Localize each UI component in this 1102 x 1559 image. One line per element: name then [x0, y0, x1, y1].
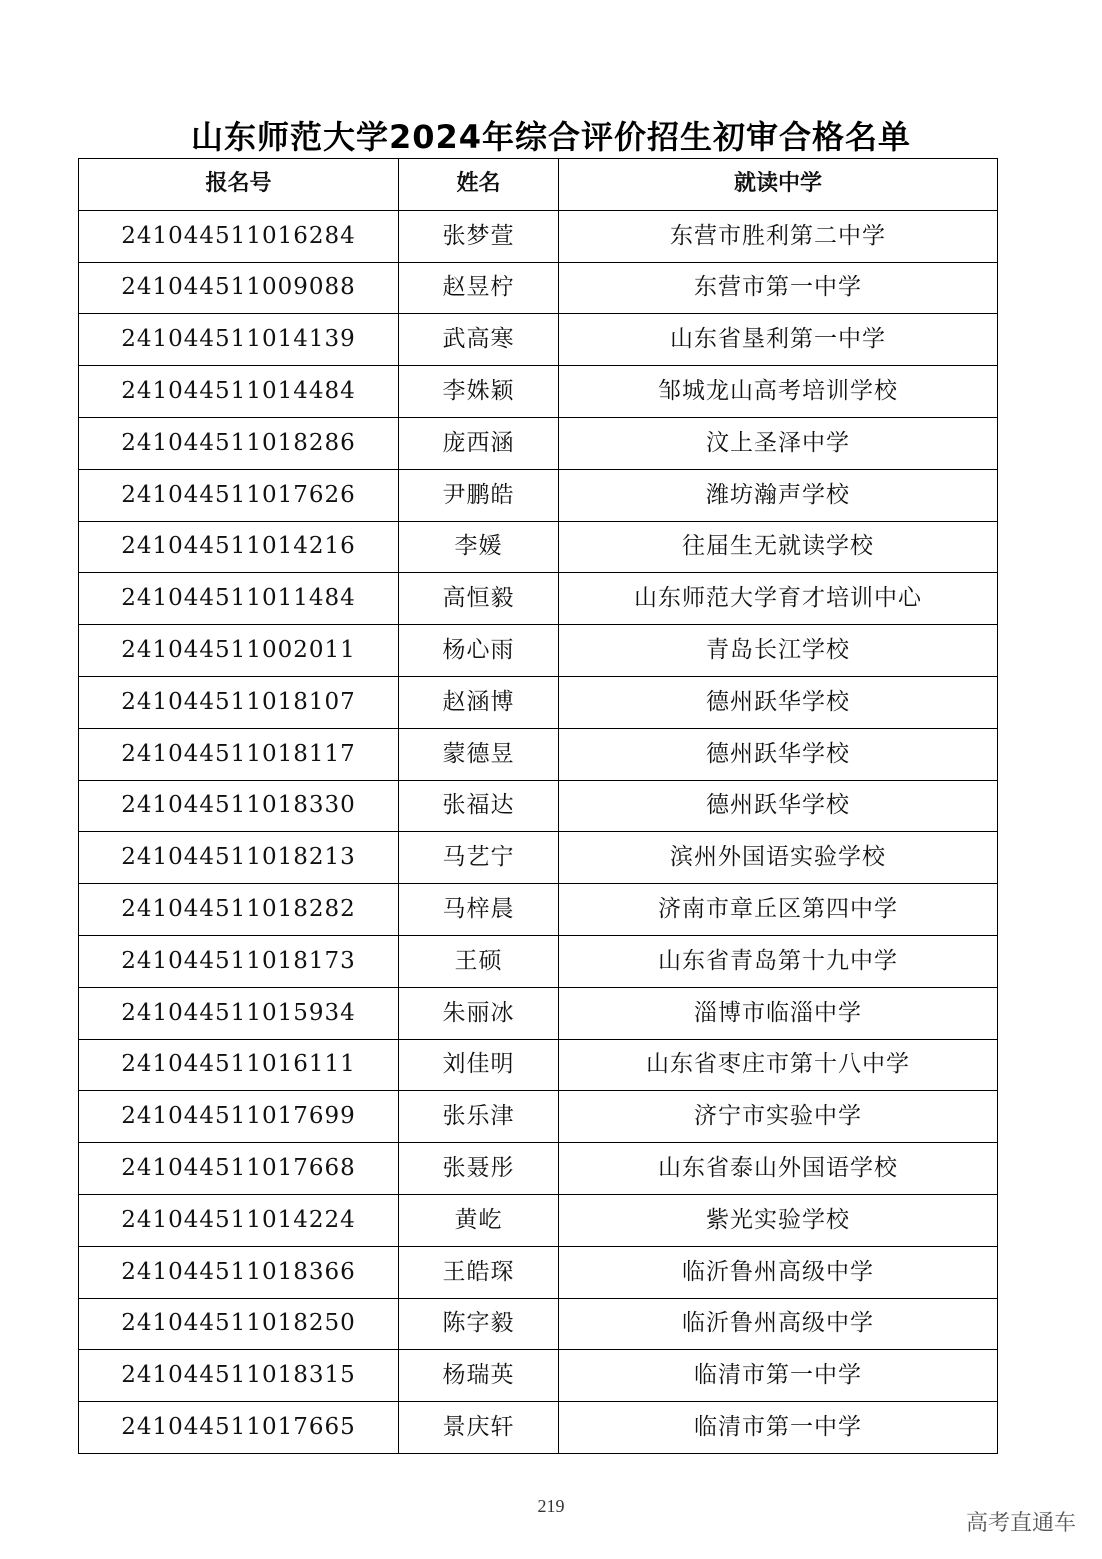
cell-school: 滨州外国语实验学校 — [559, 832, 998, 884]
table-row — [79, 728, 998, 780]
table-row — [79, 780, 998, 832]
cell-student-name: 陈字毅 — [399, 1298, 559, 1350]
cell-school: 青岛长江学校 — [559, 625, 998, 677]
header-registration-number: 报名号 — [79, 159, 399, 211]
cell-registration-number: 241044511018117 — [79, 728, 399, 780]
cell-student-name: 赵涵博 — [399, 676, 559, 728]
table-row — [79, 1091, 998, 1143]
table-row — [79, 884, 998, 936]
cell-student-name: 马梓晨 — [399, 884, 559, 936]
cell-student-name: 张梦萱 — [399, 210, 559, 262]
page-title: 山东师范大学2024年综合评价招生初审合格名单 — [190, 118, 912, 156]
table-row — [79, 1298, 998, 1350]
table-row — [79, 573, 998, 625]
cell-registration-number: 241044511016284 — [79, 210, 399, 262]
cell-school: 山东省泰山外国语学校 — [559, 1143, 998, 1195]
cell-student-name: 李媛 — [399, 521, 559, 573]
cell-registration-number: 241044511015934 — [79, 987, 399, 1039]
cell-school: 德州跃华学校 — [559, 728, 998, 780]
cell-school: 汶上圣泽中学 — [559, 417, 998, 469]
cell-registration-number: 241044511014216 — [79, 521, 399, 573]
cell-school: 德州跃华学校 — [559, 676, 998, 728]
cell-student-name: 高恒毅 — [399, 573, 559, 625]
cell-registration-number: 241044511014224 — [79, 1194, 399, 1246]
cell-school: 临清市第一中学 — [559, 1350, 998, 1402]
cell-student-name: 蒙德昱 — [399, 728, 559, 780]
cell-registration-number: 241044511018282 — [79, 884, 399, 936]
cell-school: 淄博市临淄中学 — [559, 987, 998, 1039]
cell-school: 临沂鲁州高级中学 — [559, 1298, 998, 1350]
cell-student-name: 庞西涵 — [399, 417, 559, 469]
table-body — [79, 210, 998, 1453]
table-row — [79, 832, 998, 884]
cell-school: 济南市章丘区第四中学 — [559, 884, 998, 936]
cell-school: 山东师范大学育才培训中心 — [559, 573, 998, 625]
table-row — [79, 417, 998, 469]
table-row — [79, 1402, 998, 1454]
table-row — [79, 1194, 998, 1246]
cell-school: 紫光实验学校 — [559, 1194, 998, 1246]
cell-school: 临清市第一中学 — [559, 1402, 998, 1454]
table-row — [79, 1350, 998, 1402]
cell-student-name: 黄屹 — [399, 1194, 559, 1246]
table-row — [79, 676, 998, 728]
cell-student-name: 张乐津 — [399, 1091, 559, 1143]
table-row — [79, 1143, 998, 1195]
page-number: 219 — [537, 1496, 565, 1516]
cell-student-name: 李姝颖 — [399, 366, 559, 418]
cell-student-name: 武高寒 — [399, 314, 559, 366]
table-row — [79, 625, 998, 677]
cell-registration-number: 241044511018315 — [79, 1350, 399, 1402]
cell-registration-number: 241044511017626 — [79, 469, 399, 521]
cell-student-name: 赵昱柠 — [399, 262, 559, 314]
cell-student-name: 刘佳明 — [399, 1039, 559, 1091]
cell-student-name: 朱丽冰 — [399, 987, 559, 1039]
cell-registration-number: 241044511018213 — [79, 832, 399, 884]
cell-registration-number: 241044511018366 — [79, 1246, 399, 1298]
cell-registration-number: 241044511011484 — [79, 573, 399, 625]
table-row — [79, 469, 998, 521]
table-row — [79, 366, 998, 418]
table-row — [79, 314, 998, 366]
table-row — [79, 987, 998, 1039]
cell-student-name: 张聂彤 — [399, 1143, 559, 1195]
table-row — [79, 1039, 998, 1091]
table-row — [79, 262, 998, 314]
cell-school: 临沂鲁州高级中学 — [559, 1246, 998, 1298]
cell-school: 东营市第一中学 — [559, 262, 998, 314]
cell-student-name: 景庆轩 — [399, 1402, 559, 1454]
cell-student-name: 马艺宁 — [399, 832, 559, 884]
cell-registration-number: 241044511018173 — [79, 935, 399, 987]
cell-registration-number: 241044511018107 — [79, 676, 399, 728]
table-row — [79, 935, 998, 987]
cell-registration-number: 241044511002011 — [79, 625, 399, 677]
cell-school: 山东省垦利第一中学 — [559, 314, 998, 366]
cell-school: 德州跃华学校 — [559, 780, 998, 832]
table-row — [79, 1246, 998, 1298]
cell-school: 往届生无就读学校 — [559, 521, 998, 573]
cell-registration-number: 241044511018250 — [79, 1298, 399, 1350]
cell-registration-number: 241044511018286 — [79, 417, 399, 469]
cell-school: 邹城龙山高考培训学校 — [559, 366, 998, 418]
cell-registration-number: 241044511014139 — [79, 314, 399, 366]
cell-student-name: 杨瑞英 — [399, 1350, 559, 1402]
cell-registration-number: 241044511016111 — [79, 1039, 399, 1091]
cell-student-name: 尹鹏皓 — [399, 469, 559, 521]
cell-school: 山东省枣庄市第十八中学 — [559, 1039, 998, 1091]
table-row — [79, 210, 998, 262]
cell-registration-number: 241044511009088 — [79, 262, 399, 314]
cell-school: 山东省青岛第十九中学 — [559, 935, 998, 987]
cell-registration-number: 241044511017668 — [79, 1143, 399, 1195]
cell-registration-number: 241044511018330 — [79, 780, 399, 832]
admission-list-table — [78, 158, 998, 1454]
cell-school: 潍坊瀚声学校 — [559, 469, 998, 521]
cell-registration-number: 241044511017699 — [79, 1091, 399, 1143]
cell-registration-number: 241044511014484 — [79, 366, 399, 418]
cell-student-name: 王皓琛 — [399, 1246, 559, 1298]
header-school: 就读中学 — [559, 159, 998, 211]
cell-student-name: 王硕 — [399, 935, 559, 987]
cell-school: 东营市胜利第二中学 — [559, 210, 998, 262]
cell-registration-number: 241044511017665 — [79, 1402, 399, 1454]
cell-student-name: 张福达 — [399, 780, 559, 832]
header-name: 姓名 — [399, 159, 559, 211]
watermark: 高考直通车 — [965, 1511, 1076, 1536]
table-row — [79, 521, 998, 573]
cell-school: 济宁市实验中学 — [559, 1091, 998, 1143]
cell-student-name: 杨心雨 — [399, 625, 559, 677]
table-header-row — [79, 159, 998, 211]
